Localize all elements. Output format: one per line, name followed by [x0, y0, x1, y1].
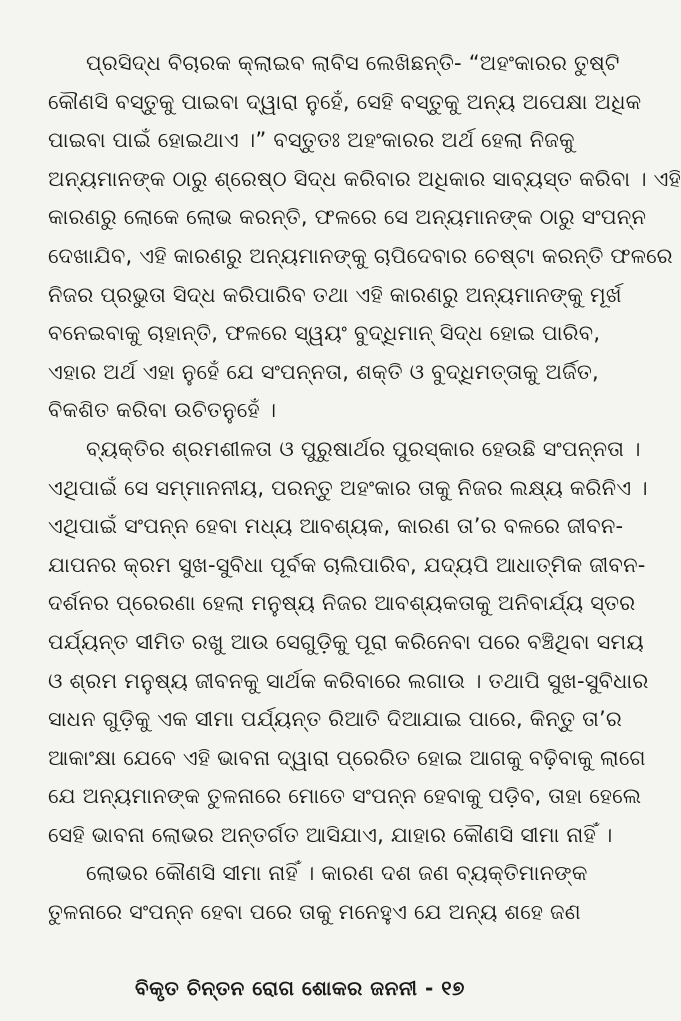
text-line: ଅନ୍ୟମାନଙ୍କ ଠାରୁ ଶ୍ରେଷ୍ଠ ସିଦ୍ଧ କରିବାର ଅଧିକାର ସାବ୍ୟସ୍ତ କରିବା । ଏହି	[48, 166, 681, 191]
text-line: ପାଇବା ପାଇଁ ହୋଇଥାଏ ।” ବସ୍ତୁତଃ ଅହଂକାରର ଅର୍ଥ ହେଲା ନିଜକୁ	[48, 128, 575, 153]
text-line: ବିକଶିତ କରିବା ଉଚିତନୁହେଁ ।	[48, 398, 277, 423]
text-line: ଏଥିପାଇଁ ସେ ସମ୍ମାନନୀୟ, ପରନ୍ତୁ ଅହଂକାର ତାକୁ ନିଜର ଲକ୍ଷ୍ୟ କରିନିଏ ।	[48, 475, 648, 500]
text-line: ଦର୍ଶନର ପ୍ରେରଣା ହେଲା ମନୁଷ୍ୟ ନିଜର ଆବଶ୍ୟକତାକୁ ଅନିବାର୍ଯ୍ୟ ସ୍ତର	[48, 591, 636, 616]
text-line: ଆକାଂକ୍ଷା ଯେବେ ଏହି ଭାବନା ଦ୍ୱାରା ପ୍ରେରିତ ହୋଇ ଆଗକୁ ବଢ଼ିବାକୁ ଲାଗେ	[48, 745, 646, 770]
text-line: କାରଣରୁ ଲୋକେ ଲୋଭ କରନ୍ତି, ଫଳରେ ସେ ଅନ୍ୟମାନଙ୍କ ଠାରୁ ସଂପନ୍ନ	[48, 205, 647, 230]
text-line: ଯାପନର କ୍ରମ ସୁଖ-ସୁବିଧା ପୂର୍ବକ ଚାଲିପାରିବ, ଯଦ୍ୟପି ଆଧାତ୍ମିକ ଜୀବନ-	[48, 552, 646, 577]
text-line: ଏହାର ଅର୍ଥ ଏହା ନୁହେଁ ଯେ ସଂପନ୍ନତା, ଶକ୍ତି ଓ ବୁଦ୍ଧିମତ୍ତାକୁ ଅର୍ଜିତ,	[48, 359, 599, 384]
text-line: ଓ ଶ୍ରମ ମନୁଷ୍ୟ ଜୀବନକୁ ସାର୍ଥକ କରିବାରେ ଲଗାଉ । ତଥାପି ସୁଖ-ସୁବିଧାର	[48, 668, 649, 693]
paragraph-3	[48, 854, 588, 931]
text-line: ସାଧନ ଗୁଡ଼ିକୁ ଏକ ସୀମା ପର୍ଯ୍ୟନ୍ତ ରିଆତି ଦିଆଯାଇ ପାରେ, କିନ୍ତୁ ତା’ର	[48, 707, 623, 732]
text-line: ପର୍ଯ୍ୟନ୍ତ ସୀମିତ ରଖୁ ଆଉ ସେଗୁଡ଼ିକୁ ପୂରା କରିନେବା ପରେ ବଞ୍ଚିଥିବା ସମୟ	[48, 629, 644, 654]
text-line: ସେହି ଭାବନା ଲୋଭର ଅନ୍ତର୍ଗତ ଆସିଯାଏ, ଯାହାର କୌଣସି ସୀମା ନାହିଁ ।	[48, 822, 613, 847]
text-line: ନିଜର ପ୍ରଭୁତା ସିଦ୍ଧ କରିପାରିବ ତଥା ଏହି କାରଣରୁ ଅନ୍ୟମାନଙ୍କୁ ମୂର୍ଖ	[48, 282, 622, 307]
text-line: ବ୍ୟକ୍ତିର ଶ୍ରମଶୀଳତା ଓ ପୁରୁଷାର୍ଥର ପୁରସ୍କାର ହେଉଛି ସଂପନ୍ନତା ।	[86, 436, 641, 461]
text-line: ଦେଖାଯିବ, ଏହି କାରଣରୁ ଅନ୍ୟମାନଙ୍କୁ ଚାପିଦେବାର ଚେଷ୍ଟା କରନ୍ତି ଫଳରେ	[48, 243, 673, 268]
text-line: ପ୍ରସିଦ୍ଧ ବିଚାରକ କ୍ଲାଇବ ଲାବିସ ଲେଖିଛନ୍ତି- “ଅହଂକାରର ତୁଷ୍ଟି	[86, 51, 620, 75]
text-line: ଯେ ଅନ୍ୟମାନଙ୍କ ତୁଳନାରେ ମୋତେ ସଂପନ୍ନ ହେବାକୁ ପଡ଼ିବ, ତାହା ହେଲେ	[48, 784, 642, 809]
text-line: କୌଣସି ବସ୍ତୁକୁ ପାଇବା ଦ୍ୱାରା ନୁହେଁ, ସେହି ବସ୍ତୁକୁ ଅନ୍ୟ ଅପେକ୍ଷା ଅଧିକ	[48, 89, 642, 114]
text-line: ତୁଳନାରେ ସଂପନ୍ନ ହେବା ପରେ ତାକୁ ମନେହୁଏ ଯେ ଅନ୍ୟ ଶହେ ଜଣ	[48, 900, 581, 925]
text-line: ବନେଇବାକୁ ଚାହାନ୍ତି, ଫଳରେ ସ୍ୱୟଂ ବୁଦ୍ଧିମାନ୍ ସିଦ୍ଧ ହୋଇ ପାରିବ,	[48, 321, 601, 346]
text-line: ଏଥିପାଇଁ ସଂପନ୍ନ ହେବା ମଧ୍ୟ ଆବଶ୍ୟକ, କାରଣ ତା’ର ବଳରେ ଜୀବନ-	[48, 514, 624, 539]
paragraph-1	[48, 44, 681, 430]
paragraph-2	[48, 430, 649, 855]
page-footer: ବିକୃତ ଚିନ୍ତନ ରୋଗ ଶୋକର ଜନନୀ - ୧୭	[135, 976, 465, 1000]
text-line: ଲୋଭର କୌଣସି ସୀମା ନାହିଁ । କାରଣ ଦଶ ଜଣ ବ୍ୟକ୍ତିମାନଙ୍କ	[86, 861, 588, 886]
body-text	[48, 44, 681, 932]
